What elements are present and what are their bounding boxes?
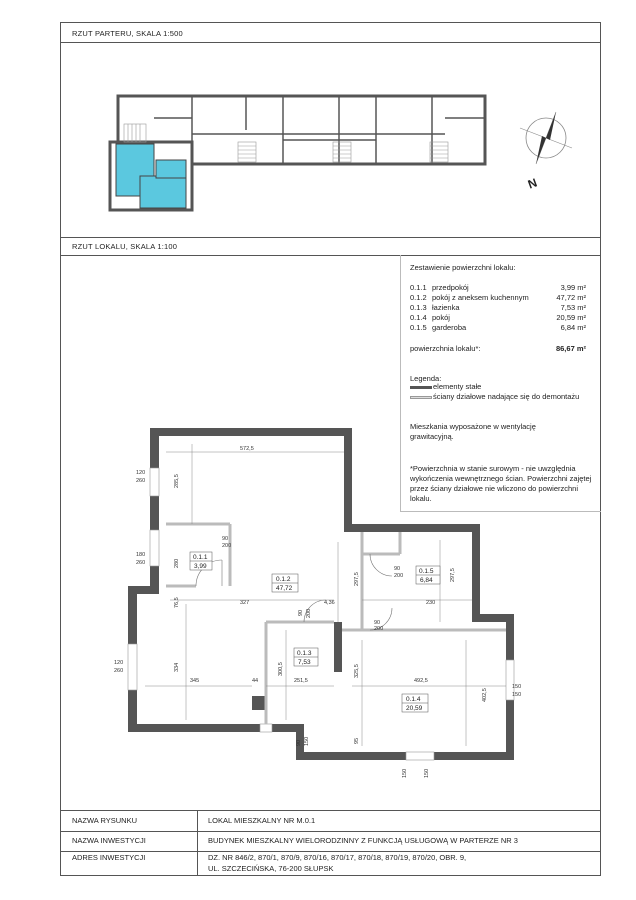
dim-label: 90	[298, 609, 304, 616]
area-code: 0.1.2	[410, 293, 427, 302]
dim-label: 120	[114, 660, 124, 666]
dim-label: 230	[426, 600, 436, 606]
dim-label: 4,36	[324, 600, 335, 606]
area-value: 7,53 m²	[560, 303, 586, 312]
dim-label: 150	[512, 692, 522, 698]
dim-label: 327	[240, 600, 250, 606]
area-code: 0.1.4	[410, 313, 427, 322]
room-label-0-1-4	[402, 694, 428, 712]
dim-label: 95	[354, 737, 360, 744]
room-code: 0.1.5	[419, 568, 434, 575]
compass-label: N	[525, 175, 539, 192]
dim-label: 297,5	[354, 572, 360, 586]
total-value: 86,67 m²	[555, 344, 586, 353]
dim-label: 200	[222, 543, 232, 549]
footer-label: NAZWA INWESTYCJI	[72, 836, 146, 845]
area-code: 0.1.5	[410, 323, 427, 332]
total-label: powierzchnia lokalu*:	[410, 344, 481, 353]
removable-wall-swatch	[410, 396, 432, 399]
area-value: 47,72 m²	[556, 293, 586, 302]
dim-label: 260	[114, 668, 124, 674]
dim-label: 150	[424, 768, 430, 778]
area-name: pokój	[432, 313, 450, 322]
area-name: garderoba	[432, 323, 467, 332]
dim-label: 402,5	[482, 688, 488, 702]
dim-label: 90	[394, 566, 401, 572]
drawing-name: LOKAL MIESZKALNY NR M.0.1	[208, 816, 316, 825]
dim-label: 300,5	[278, 662, 284, 676]
dim-label: 150	[304, 736, 310, 746]
area-value: 20,59 m²	[556, 313, 586, 322]
room-code: 0.1.1	[193, 554, 208, 561]
area-code: 0.1.3	[410, 303, 427, 312]
dim-label: 280	[174, 558, 180, 568]
dim-label: 120	[136, 470, 146, 476]
dim-label: 285,5	[174, 474, 180, 488]
legend-removable: ściany działowe nadające się do demontażu	[433, 392, 580, 401]
dim-label: 334	[174, 662, 180, 672]
area-code: 0.1.1	[410, 283, 427, 292]
dim-label: 200	[394, 573, 404, 579]
dim-label: 200	[374, 626, 384, 632]
dim-label: 260	[136, 560, 146, 566]
dim-label: 297,5	[450, 568, 456, 582]
investment-name: BUDYNEK MIESZKALNY WIELORODZINNY Z FUNKCJĄ USŁUGOWĄ W PARTERZE NR 3	[208, 836, 518, 845]
room-label-0-1-3	[294, 648, 318, 666]
investment-address-line2: UL. SZCZECIŃSKA, 76-200 SŁUPSK	[208, 864, 334, 873]
dim-label: 90	[374, 620, 381, 626]
dim-label: 200	[306, 608, 312, 618]
fixed-wall-swatch	[410, 386, 432, 389]
area-footnote: *Powierzchnia w stanie surowym - nie uwzględnia wykończenia wewnętrznego ścian. Powierzchni zajętej przez ściany działowe nie wliczono do powierzchni lokalu.	[410, 464, 592, 503]
room-code: 0.1.4	[406, 696, 421, 703]
room-area: 47,72	[276, 585, 293, 592]
area-value: 3,99 m²	[560, 283, 586, 292]
footer-label: ADRES INWESTYCJI	[72, 853, 146, 862]
room-area: 20,59	[406, 705, 423, 712]
dim-label: 90	[296, 739, 302, 746]
dim-label: 90	[222, 536, 229, 542]
site-plan-title: RZUT PARTERU, SKALA 1:500	[72, 29, 183, 38]
area-name: łazienka	[432, 303, 460, 312]
legend-fixed: elementy stałe	[433, 382, 482, 391]
dim-label: 572,5	[240, 446, 254, 452]
dim-label: 325,5	[354, 664, 360, 678]
room-label-0-1-2	[272, 574, 298, 592]
dim-label: 251,5	[294, 678, 308, 684]
room-area: 7,53	[298, 659, 311, 666]
area-name: pokój z aneksem kuchennym	[432, 293, 529, 302]
room-area: 6,84	[420, 577, 433, 584]
dim-label: 76,5	[174, 597, 180, 608]
unit-plan-title: RZUT LOKALU, SKALA 1:100	[72, 242, 178, 251]
dim-label: 345	[190, 678, 200, 684]
room-code: 0.1.3	[297, 650, 312, 657]
dim-label: 492,5	[414, 678, 428, 684]
room-area: 3,99	[194, 563, 207, 570]
dim-label: 150	[512, 684, 522, 690]
area-name: przedpokój	[432, 283, 469, 292]
dim-label: 150	[402, 768, 408, 778]
area-value: 6,84 m²	[560, 323, 586, 332]
ventilation-note: Mieszkania wyposażone w wentylację grawitacyjną.	[410, 422, 536, 441]
room-label-0-1-5	[416, 566, 440, 584]
room-code: 0.1.2	[276, 576, 291, 583]
footer-label: NAZWA RYSUNKU	[72, 816, 138, 825]
room-label-0-1-1	[190, 552, 212, 570]
legend-title: Legenda:	[410, 374, 442, 383]
dim-label: 44	[252, 678, 259, 684]
investment-address-line1: DZ. NR 846/2, 870/1, 870/9, 870/16, 870/17, 870/18, 870/19, 870/20, OBR. 9,	[208, 853, 467, 862]
areas-heading: Zestawienie powierzchni lokalu:	[410, 263, 516, 272]
dim-label: 180	[136, 552, 146, 558]
dim-label: 260	[136, 478, 146, 484]
